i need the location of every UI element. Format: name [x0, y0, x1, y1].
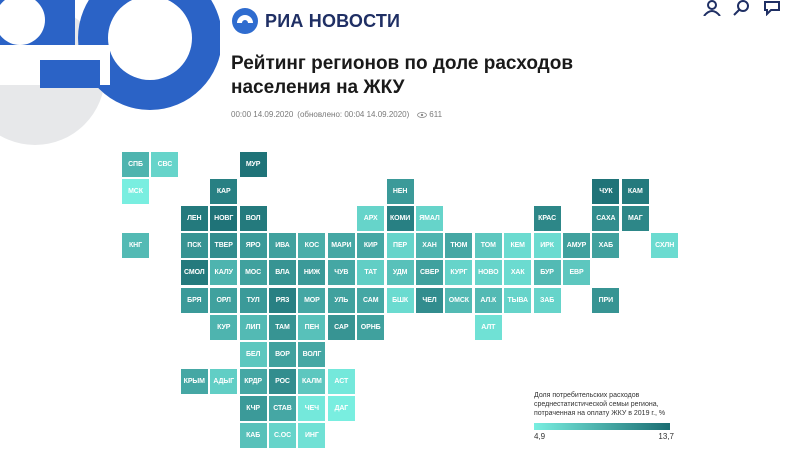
region-tile-кург: КУРГ — [445, 260, 472, 285]
legend — [534, 391, 674, 441]
region-tile-рос: РОС — [269, 369, 296, 394]
updated-time: (обновлено: 00:04 14.09.2020) — [297, 110, 410, 119]
region-tile-став: СТАВ — [269, 396, 296, 421]
region-tile-тул: ТУЛ — [240, 288, 267, 313]
region-tile-схлн: СХЛН — [651, 233, 678, 258]
region-tile-орл: ОРЛ — [210, 288, 237, 313]
region-tile-вол: ВОЛ — [240, 206, 267, 231]
region-tile-орнб: ОРНБ — [357, 315, 384, 340]
region-tile-яро: ЯРО — [240, 233, 267, 258]
region-tile-пен: ПЕН — [298, 315, 325, 340]
region-tile-вла: ВЛА — [269, 260, 296, 285]
region-tile-кур: КУР — [210, 315, 237, 340]
region-tile-чув: ЧУВ — [328, 260, 355, 285]
region-tile-крас: КРАС — [534, 206, 561, 231]
region-tile-сар: САР — [328, 315, 355, 340]
views-count: 611 — [429, 110, 443, 119]
region-tile-лен: ЛЕН — [181, 206, 208, 231]
region-tile-волг: ВОЛГ — [298, 342, 325, 367]
region-tile-кнг: КНГ — [122, 233, 149, 258]
region-tile-тыва: ТЫВА — [504, 288, 531, 313]
region-tile-кар: КАР — [210, 179, 237, 204]
region-tile-калу: КАЛУ — [210, 260, 237, 285]
region-tile-кир: КИР — [357, 233, 384, 258]
region-tile-бур: БУР — [534, 260, 561, 285]
region-tile-при: ПРИ — [592, 288, 619, 313]
region-tile-коми: КОМИ — [387, 206, 414, 231]
region-tile-мск: МСК — [122, 179, 149, 204]
region-tile-сос: С.ОС — [269, 423, 296, 448]
region-tile-нен: НЕН — [387, 179, 414, 204]
article-title: Рейтинг регионов по доле расходов населения на ЖКУ — [231, 53, 574, 98]
region-tile-аст: АСТ — [328, 369, 355, 394]
region-tile-хан: ХАН — [416, 233, 443, 258]
region-tile-ниж: НИЖ — [298, 260, 325, 285]
legend-max-label: 13,7 — [658, 432, 674, 441]
region-tile-вор: ВОР — [269, 342, 296, 367]
region-tile-бел: БЕЛ — [240, 342, 267, 367]
region-tile-ямал: ЯМАЛ — [416, 206, 443, 231]
region-tile-мос: МОС — [240, 260, 267, 285]
region-tile-мор: МОР — [298, 288, 325, 313]
region-tile-том: ТОМ — [475, 233, 502, 258]
region-tile-заб: ЗАБ — [534, 288, 561, 313]
region-tile-саха: САХА — [592, 206, 619, 231]
region-tile-кчр: КЧР — [240, 396, 267, 421]
region-tile-кем: КЕМ — [504, 233, 531, 258]
region-tile-мур: МУР — [240, 152, 267, 177]
legend-min-label: 4,9 — [534, 432, 546, 441]
region-tile-удм: УДМ — [387, 260, 414, 285]
region-tile-тюм: ТЮМ — [445, 233, 472, 258]
region-tile-алт: АЛТ — [475, 315, 502, 340]
legend-title: Доля потребительских расходов среднестатистической семьи региона, потраченная на оплату ЖКУ в 2019 г., % — [534, 392, 666, 417]
region-tile-чел: ЧЕЛ — [416, 288, 443, 313]
logo-text: РИА НОВОСТИ — [265, 10, 401, 31]
region-tile-тат: ТАТ — [357, 260, 384, 285]
region-tile-пер: ПЕР — [387, 233, 414, 258]
region-tile-крым: КРЫМ — [181, 369, 208, 394]
region-tile-евр: ЕВР — [563, 260, 590, 285]
region-tile-свер: СВЕР — [416, 260, 443, 285]
region-tile-амур: АМУР — [563, 233, 590, 258]
region-tile-кам: КАМ — [622, 179, 649, 204]
region-tile-сам: САМ — [357, 288, 384, 313]
region-tile-уль: УЛЬ — [328, 288, 355, 313]
region-tile-чеч: ЧЕЧ — [298, 396, 325, 421]
region-tile-арх: АРХ — [357, 206, 384, 231]
region-tile-лип: ЛИП — [240, 315, 267, 340]
region-tile-бшк: БШК — [387, 288, 414, 313]
region-tile-маг: МАГ — [622, 206, 649, 231]
region-tile-ива: ИВА — [269, 233, 296, 258]
region-tile-кос: КОС — [298, 233, 325, 258]
legend-gradient-bar — [534, 423, 670, 430]
region-tile-бря: БРЯ — [181, 288, 208, 313]
region-tile-там: ТАМ — [269, 315, 296, 340]
region-tile-твер: ТВЕР — [210, 233, 237, 258]
region-tile-инг: ИНГ — [298, 423, 325, 448]
region-tile-ирк: ИРК — [534, 233, 561, 258]
published-time: 00:00 14.09.2020 — [231, 110, 294, 119]
region-tile-ново: НОВО — [475, 260, 502, 285]
region-tile-хак: ХАК — [504, 260, 531, 285]
region-tile-ряз: РЯЗ — [269, 288, 296, 313]
region-tile-спб: СПБ — [122, 152, 149, 177]
region-tile-каб: КАБ — [240, 423, 267, 448]
region-tile-алк: АЛ.К — [475, 288, 502, 313]
region-tile-хаб: ХАБ — [592, 233, 619, 258]
region-tile-мари: МАРИ — [328, 233, 355, 258]
region-tile-смол: СМОЛ — [181, 260, 208, 285]
region-tile-свс: СВС — [151, 152, 178, 177]
region-tile-чук: ЧУК — [592, 179, 619, 204]
region-tile-пск: ПСК — [181, 233, 208, 258]
region-tile-новг: НОВГ — [210, 206, 237, 231]
region-tile-крдр: КРДР — [240, 369, 267, 394]
region-tile-омск: ОМСК — [445, 288, 472, 313]
region-tile-адыг: АДЫГ — [210, 369, 237, 394]
region-tile-калм: КАЛМ — [298, 369, 325, 394]
region-tile-даг: ДАГ — [328, 396, 355, 421]
